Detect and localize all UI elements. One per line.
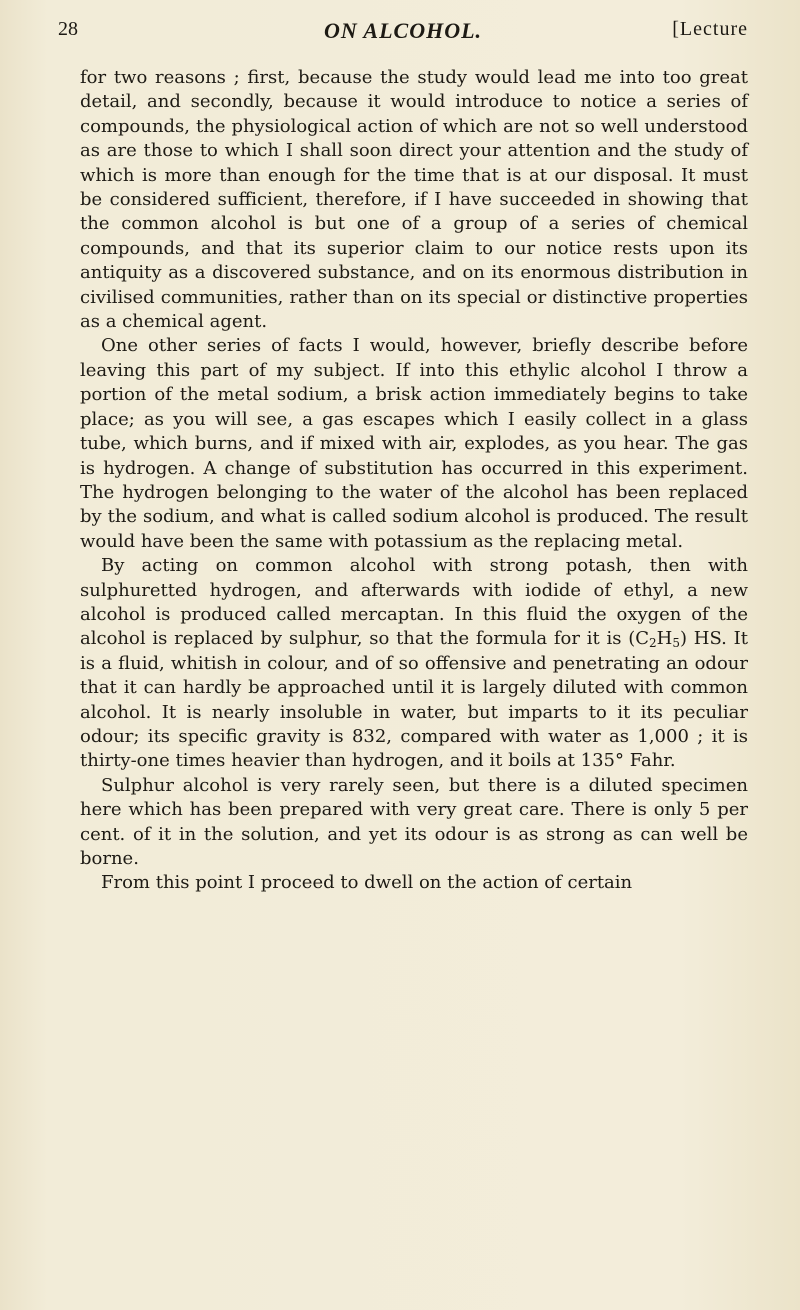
running-title: ON ALCOHOL. bbox=[323, 18, 483, 43]
paragraph-final-line: From this point I proceed to dwell on the action of certain bbox=[101, 872, 633, 894]
paragraph-mercaptan bbox=[80, 554, 748, 774]
paragraph-continuation: for two reasons ; first, because the study would lead me into too great detail, and secondly, because it would introduce to notice a series of compounds, the physiological action of which are not so well understood as are those to which I shall soon direct your attention and the study of which is more than enough for the time that is at our disposal. It must be considered sufficient, therefore, if I have succeeded in showing that the common alcohol is but one of a group of a series of chemical compounds, and that its superior claim to our notice rests upon its antiquity as a discovered substance, and on its enormous distribution in civilised communities, rather than on its special or distinctive properties as a chemical agent. bbox=[80, 67, 748, 333]
section-label: [Lecture bbox=[672, 18, 748, 40]
formula-hydrogen: H bbox=[656, 628, 673, 650]
page-number: 28 bbox=[58, 18, 78, 40]
formula-subscript-carbon: 2 bbox=[649, 636, 657, 651]
body-text bbox=[80, 66, 748, 896]
paragraph-sulphur-alcohol: Sulphur alcohol is very rarely seen, but there is a diluted specimen here which has been prepared with very great care. There is only 5 per cent. of it in the solution, and yet its odour is as strong as can well be borne. bbox=[80, 774, 748, 869]
formula-subscript-hydrogen: 5 bbox=[672, 636, 680, 651]
mercaptan-text-before: By acting on common alcohol with strong potash, then with sulphuretted hydrogen, and afterwards with iodide of ethyl, a new alcohol is produced called mercaptan. In this fluid the oxygen of the alcohol is replaced by sulphur, so that the formula for it is (C bbox=[80, 555, 748, 650]
paragraph-sodium: One other series of facts I would, however, briefly describe before leaving this part of my subject. If into this ethylic alcohol I throw a portion of the metal sodium, a brisk action immediately begins to take place; as you will see, a gas escapes which I easily collect in a glass tube, which burns, and if mixed with air, explodes, as you hear. The gas is hydrogen. A change of substitution has occurred in this experiment. The hydrogen belonging to the water of the alcohol has been replaced by the sodium, and what is called sodium alcohol is produced. The result would have been the same with potassium as the replacing metal. bbox=[80, 335, 748, 552]
running-header bbox=[58, 18, 748, 54]
mercaptan-text-after: ) HS. It is a fluid, whitish in colour, and of so offensive and penetrating an odour that it can hardly be approached until it is largely diluted with common alcohol. It is nearly insoluble in water, but imparts to it its peculiar odour; its specific gravity is 832, compared with water as 1,000 ; it is thirty-one times heavier than hydrogen, and it boils at 135° Fahr. bbox=[80, 628, 748, 772]
